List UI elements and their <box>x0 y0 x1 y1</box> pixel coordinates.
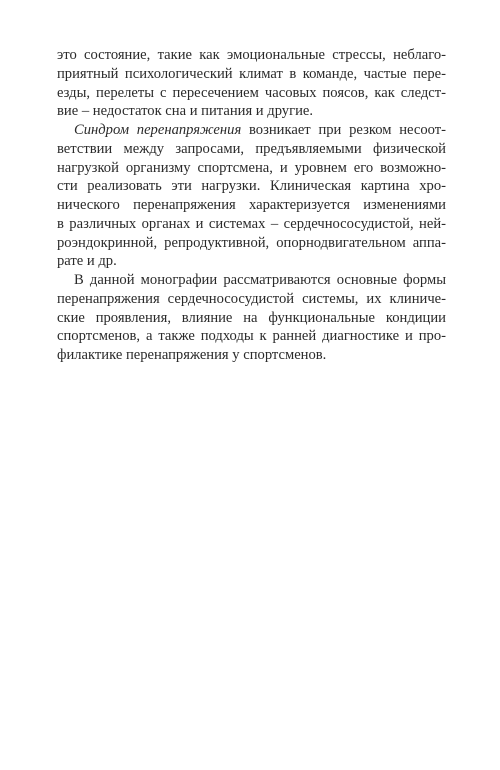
text-line <box>57 121 446 140</box>
text-line: вие – недостаток сна и питания и другие. <box>57 103 314 120</box>
text-line: ветствии между запросами, предъявляемыми физической <box>57 140 446 157</box>
paragraph-1 <box>57 46 446 121</box>
text-line: нического перенапряжения характеризуется изменениями <box>57 197 446 213</box>
text-line: спортсменов, а также подходы к ранней диагностике и про- <box>57 328 446 345</box>
italic-term: Синдром перенапряжения <box>74 122 242 138</box>
text-line: В данной монографии рассматриваются основные формы <box>74 272 446 288</box>
text-line: приятный психологический климат в команде, частые пере- <box>57 65 446 82</box>
text-line: езды, перелеты с пересечением часовых поясов, как следст- <box>57 84 446 101</box>
text-run: возникает при резком несоот- <box>241 122 446 138</box>
paragraph-2 <box>57 121 446 271</box>
text-line: сти реализовать эти нагрузки. Клиническая картина хро- <box>57 178 446 195</box>
text-line: в различных органах и системах – сердечнососудистой, ней- <box>57 215 446 232</box>
text-line: роэндокринной, репродуктивной, опорнодвигательном аппа- <box>57 234 446 251</box>
text-line: нагрузкой организму спортсмена, и уровнем его возможно- <box>57 159 446 176</box>
text-line: рате и др. <box>57 253 117 270</box>
text-line: ские проявления, влияние на функциональные кондиции <box>57 309 446 326</box>
body-text <box>57 46 446 365</box>
text-line: перенапряжения сердечнососудистой системы, их клиниче- <box>57 290 446 307</box>
text-line: филактике перенапряжения у спортсменов. <box>57 347 327 363</box>
text-line: это состояние, такие как эмоциональные стрессы, неблаго- <box>57 47 446 63</box>
paragraph-3 <box>57 271 446 365</box>
